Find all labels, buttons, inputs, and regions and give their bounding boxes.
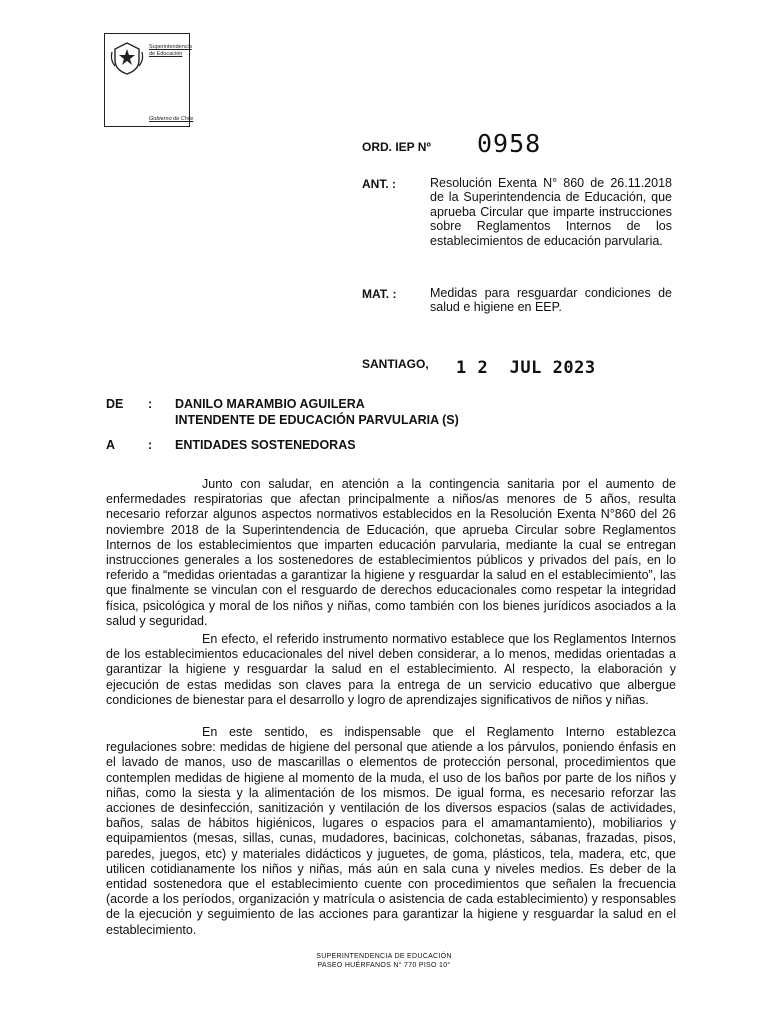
from-colon: : bbox=[148, 397, 153, 411]
letterhead-line-3: Gobierno de Chile bbox=[149, 116, 194, 122]
footer-line-1: SUPERINTENDENCIA DE EDUCACIÓN bbox=[316, 953, 452, 960]
mat-label: MAT. : bbox=[362, 287, 397, 301]
ant-text: Resolución Exenta N° 860 de 26.11.2018 de la Superintendencia de Educación, que aprueba Circular que imparte instrucciones sobre Reglamentos Internos de los establecimientos de educación parvularia. bbox=[430, 176, 672, 248]
body-paragraph-3: En este sentido, es indispensable que el Reglamento Interno establezca regulaciones sobre: medidas de higiene del personal que atiende a los párvulos, poniendo énfasis en el lavado de manos, uso de mascarillas o elementos de protección personal, procedimientos que contemplen medidas de higiene al momento de la muda, el uso de los baños por parte de los niños y niñas, como la siesta y la alimentación de los mismos. De igual forma, es necesario reforzar las acciones de desinfección, sanitización y ventilación de los diversos espacios (salas de actividades, baños, salas de hábitos higiénicos, lugares o espacios para el amamantamiento), mobiliarios y equipamientos (mesas, sillas, cunas, mudadores, bacinicas, colchonetas, sábanas, frazadas, pisos, paredes, juegos, etc) y materiales didácticos y juguetes, de goma, plásticos, tela, madera, etc, que utilicen cotidianamente los niños y niñas, más aún en sala cuna y niveles medios. Es deber de la entidad sostenedora que el establecimiento cuente con procedimientos que señalen la frecuencia (acorde a los períodos, organización y matrícula o asistencia de cada establecimiento) y responsables de la ejecución y seguimiento de las acciones para garantizar la higiene y resguardar la salud en el establecimiento. bbox=[106, 725, 676, 937]
footer-line-2: PASEO HUÉRFANOS N° 770 PISO 10° bbox=[317, 962, 451, 969]
to-colon: : bbox=[148, 438, 153, 452]
coat-of-arms-icon bbox=[109, 40, 145, 76]
date-stamp: 1 2 JUL 2023 bbox=[456, 358, 596, 378]
mat-text: Medidas para resguardar condiciones de salud e higiene en EEP. bbox=[430, 286, 672, 315]
sender-name: DANILO MARAMBIO AGUILERA bbox=[175, 397, 365, 411]
ord-label: ORD. IEP Nº bbox=[362, 140, 431, 154]
ant-label: ANT. : bbox=[362, 177, 396, 191]
letterhead-line-2: de Educación bbox=[149, 51, 183, 57]
from-label: DE bbox=[106, 397, 124, 411]
letterhead-line-1: Superintendencia bbox=[149, 44, 192, 50]
place-label: SANTIAGO, bbox=[362, 357, 429, 371]
letterhead-seal bbox=[104, 33, 194, 127]
recipient-name: ENTIDADES SOSTENEDORAS bbox=[175, 438, 356, 452]
to-label: A bbox=[106, 438, 116, 452]
body-paragraph-2: En efecto, el referido instrumento normativo establece que los Reglamentos Internos de los establecimientos educacionales del nivel deben considerar, a lo menos, medidas orientadas a garantizar la higiene y resguardar la salud en el establecimiento. Al respecto, la elaboración y ejecución de estas medidas son claves para la entrega de un servicio educativo que albergue condiciones de bienestar para el desarrollo y logro de aprendizajes significativos de niños y niñas. bbox=[106, 632, 676, 707]
ord-number: 0958 bbox=[477, 129, 542, 158]
sender-title: INTENDENTE DE EDUCACIÓN PARVULARIA (S) bbox=[175, 413, 459, 427]
body-paragraph-1: Junto con saludar, en atención a la contingencia sanitaria por el aumento de enfermedades respiratorias que afectan principalmente a niños/as menores de 5 años, resulta necesario reforzar algunos aspectos normativos establecidos en la Resolución Exenta N°860 del 26 noviembre 2018 de la Superintendencia de Educación, que aprueba Circular sobre Reglamentos Internos de los establecimientos que imparten educación parvularia, mediante la cual se entregan instrucciones generales a los sostenedores de establecimientos públicos y privados del país, en lo referido a “medidas orientadas a garantizar la higiene y resguardar la salud en el establecimiento”, las que finalmente se vinculan con el resguardo de derechos educacionales como respetar la integridad física, psicológica y moral de los niños y niñas, como también con los bienes jurídicos asociados a la salud y seguridad. bbox=[106, 477, 676, 628]
